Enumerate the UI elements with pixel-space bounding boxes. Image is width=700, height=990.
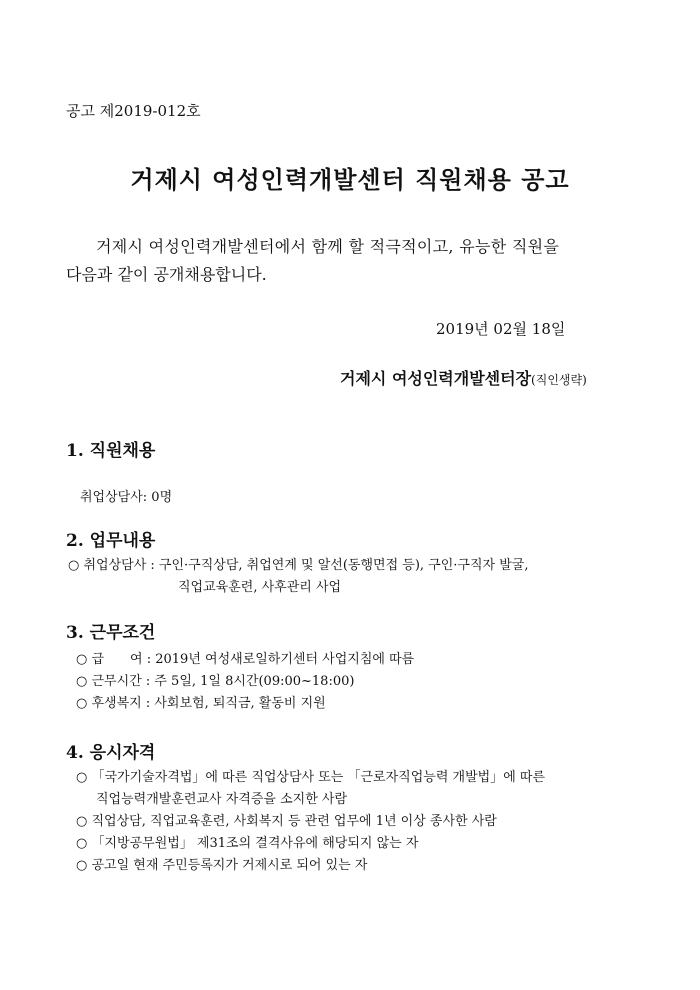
conditions-line-salary: ○ 급 여 : 2019년 여성새로일하기센터 사업지침에 따름 <box>76 652 415 667</box>
conditions-line-hours: ○ 근무시간 : 주 5일, 1일 8시간(09:00~18:00) <box>76 674 355 689</box>
qualification-line-1: ○ 「국가기술자격법」에 따른 직업상담사 또는 「근로자직업능력 개발법」에 따른 <box>76 770 546 785</box>
qualification-line-3: ○ 「지방공무원법」 제31조의 결격사유에 해당되지 않는 자 <box>76 836 419 851</box>
duties-line-2: 직업교육훈련, 사후관리 사업 <box>178 580 342 595</box>
issuer <box>340 366 587 389</box>
qualification-line-1-cont: 직업능력개발훈련교사 자격증을 소지한 사람 <box>96 792 347 807</box>
notice-date: 2019년 02월 18일 <box>436 320 566 338</box>
qualification-line-2: ○ 직업상담, 직업교육훈련, 사회복지 등 관련 업무에 1년 이상 종사한 사람 <box>76 814 497 829</box>
seal-omitted-note: (직인생략) <box>531 373 587 387</box>
section-heading-qualifications: 4. 응시자격 <box>66 743 156 763</box>
intro-line-2: 다음과 같이 공개채용합니다. <box>66 265 267 284</box>
qualification-line-4: ○ 공고일 현재 주민등록지가 거제시로 되어 있는 자 <box>76 858 368 873</box>
issuer-name: 거제시 여성인력개발센터장 <box>340 369 532 388</box>
conditions-line-welfare: ○ 후생복지 : 사회보험, 퇴직금, 활동비 지원 <box>76 696 326 711</box>
notice-number: 공고 제2019-012호 <box>66 102 201 120</box>
recruitment-line: 취업상담사: 0명 <box>80 490 173 505</box>
duties-line-1: ○ 취업상담사 : 구인·구직상담, 취업연계 및 알선(동행면접 등), 구인·구직자 발굴, <box>68 558 529 573</box>
section-heading-conditions: 3. 근무조건 <box>66 623 156 643</box>
section-heading-duties: 2. 업무내용 <box>66 531 156 551</box>
document-title: 거제시 여성인력개발센터 직원채용 공고 <box>130 165 570 194</box>
intro-line-1: 거제시 여성인력개발센터에서 함께 할 적극적이고, 유능한 직원을 <box>96 237 560 256</box>
section-heading-recruitment: 1. 직원채용 <box>66 441 156 461</box>
